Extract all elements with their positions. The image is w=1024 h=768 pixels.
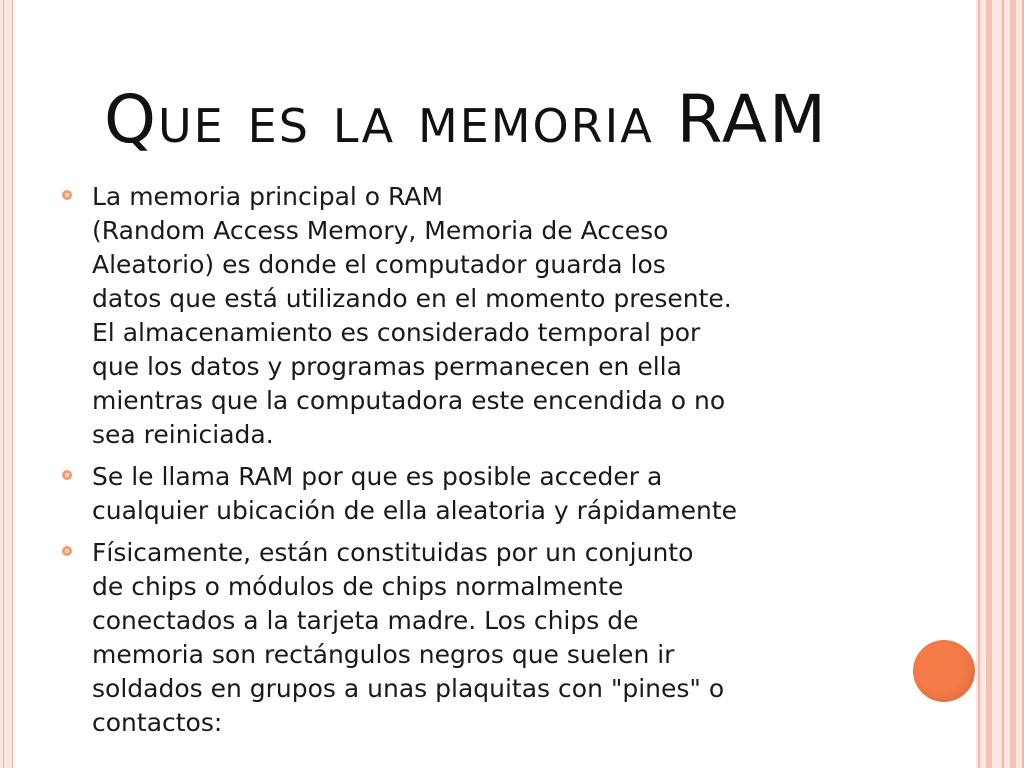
- circle-bullet-icon: [62, 470, 72, 480]
- bullet-item: [62, 536, 882, 740]
- circle-bullet-icon: [62, 546, 72, 556]
- stripe: [1002, 0, 1004, 768]
- stripe: [1010, 0, 1016, 768]
- stripe: [986, 0, 992, 768]
- right-decoration-stripes: [976, 0, 1024, 768]
- decorative-orange-circle: [913, 640, 975, 702]
- bullet-text: Se le llama RAM por que es posible acceder a cualquier ubicación de ella aleatoria y rápidamente: [92, 462, 738, 525]
- bullet-item: [62, 180, 882, 452]
- bullet-text: Físicamente, están constituidas por un conjunto de chips o módulos de chips normalmente conectados a la tarjeta madre. Los chips de memoria son rectángulos negros que suelen ir soldados en grupos a unas plaquitas con "pines" o contactos:: [92, 538, 725, 737]
- left-decoration-bar: [0, 0, 13, 768]
- slide-title: Que es la memoria RAM: [104, 81, 828, 158]
- bullet-item: [62, 460, 882, 528]
- stripe: [978, 0, 980, 768]
- circle-bullet-icon: [62, 190, 72, 200]
- bullet-text: La memoria principal o RAM (Random Access Memory, Memoria de Acceso Aleatorio) es donde el computador guarda los datos que está utilizando en el momento presente. El almacenamiento es considerado temporal por que los datos y programas permanecen en ella mientras que la computadora este encendida o no sea reiniciada.: [92, 182, 732, 449]
- bullet-list: [62, 180, 882, 748]
